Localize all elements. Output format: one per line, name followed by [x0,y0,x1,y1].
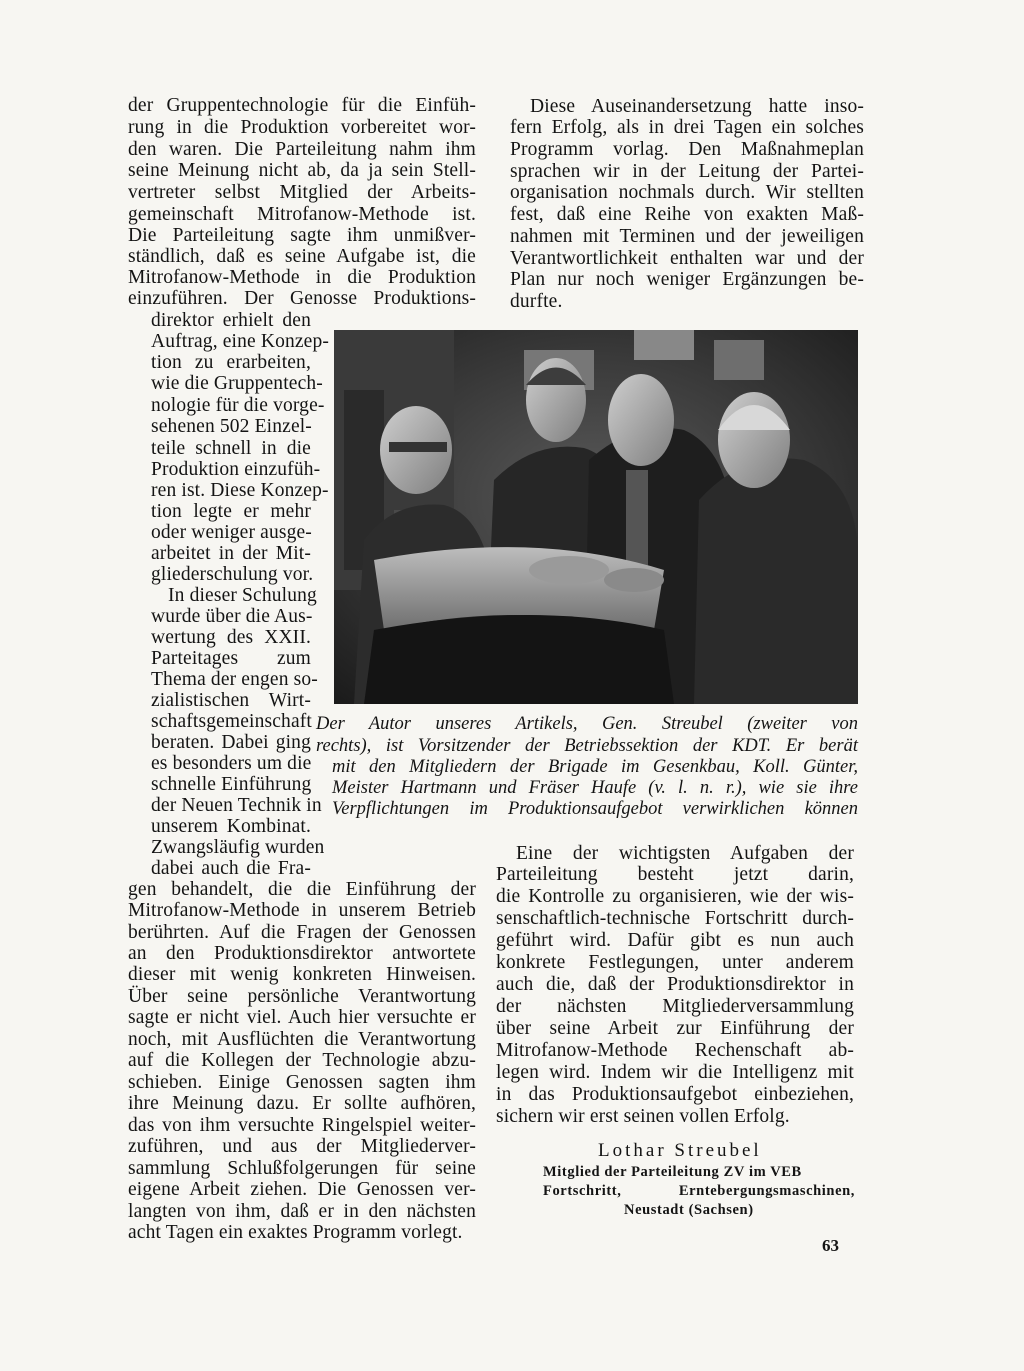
text-line: Produktion einzufüh- [151,459,321,480]
text-line: es besonders um die [151,753,312,774]
text-line: zuführen, und aus der Mitgliederver- [128,1136,476,1157]
caption-line: Verpflichtungen im Produktionsaufgebot verwirklichen können [332,799,858,819]
text-line: direktor erhielt den [151,310,311,331]
text-line: schieben. Einige Genossen sagten ihm [128,1072,476,1093]
text-line: gliederschulung vor. [151,564,314,585]
text-line: durfte. [510,291,563,312]
text-line: Eine der wichtigsten Aufgaben der [516,843,854,864]
text-line: beraten. Dabei ging [151,732,311,753]
text-line: der Neuen Technik in [151,795,322,816]
text-line: dabei auch die Fra- [151,858,311,879]
text-line: über seine Arbeit zur Einführung der [496,1018,854,1039]
text-line: fest, daß eine Reihe von exakten Maß- [510,204,864,225]
text-line: auch die, daß der Produktionsdirektor in [496,974,854,995]
text-line: Die Parteileitung sagte ihm unmißver- [128,225,476,246]
text-line: acht Tagen ein exaktes Programm vorlegt. [128,1222,463,1243]
caption-line: Der Autor unseres Artikels, Gen. Streubel (zweiter von [316,714,858,734]
text-line: arbeitet in der Mit- [151,543,311,564]
text-line: nahmen mit Terminen und der jeweiligen [510,226,864,247]
text-line: wurde über die Aus- [151,606,313,627]
text-line: Mitrofanow-Methode in die Produktion [128,267,476,288]
text-line: sprachen wir in der Leitung der Partei- [510,161,864,182]
text-line: fern Erfolg, als in drei Tagen ein solches [510,117,864,138]
text-line: geführt wird. Dafür gibt es nun auch [496,930,854,951]
text-line: gemeinschaft Mitrofanow-Methode ist. [128,204,476,225]
text-line: tion zu erarbeiten, [151,352,311,373]
page-number: 63 [822,1236,839,1255]
text-line: die Kontrolle zu organisieren, wie der wis- [496,886,854,907]
text-line: wertung des XXII. [151,627,311,648]
text-line: schnelle Einführung [151,774,312,795]
text-line: rung in die Produktion vorbereitet wor- [128,117,476,138]
text-line: der nächsten Mitgliederversammlung [496,996,854,1017]
text-line: langten von ihm, daß er in den nächsten [128,1201,476,1222]
text-line: ren ist. Diese Konzep- [151,480,329,501]
text-line: Verantwortlichkeit enthalten war und der [510,248,864,269]
text-line: noch, mit Ausflüchten die Verantwortung [128,1029,476,1050]
text-line: senschaftlich-technische Fortschritt durch- [496,908,854,929]
author-affiliation-line: Neustadt (Sachsen) [624,1202,754,1218]
text-line: gen behandelt, die die Einführung der [128,879,476,900]
text-line: der Gruppentechnologie für die Einfüh- [128,95,476,116]
text-line: organisation nochmals durch. Wir stellten [510,182,864,203]
text-line: Thema der engen so- [151,669,318,690]
caption-line: mit den Mitgliedern der Brigade im Gesenkbau, Koll. Günter, [332,757,858,777]
text-line: oder weniger ausge- [151,522,312,543]
text-line: zialistischen Wirt- [151,690,311,711]
text-line: Mitrofanow-Methode Rechenschaft ab- [496,1040,854,1061]
text-line: Parteitages zum [151,648,311,669]
text-line: dieser mit wenig konkreten Hinweisen. [128,964,476,985]
text-line: Plan nur noch weniger Ergänzungen be- [510,269,864,290]
text-line: berührten. Auf die Fragen der Genossen [128,922,476,943]
text-line: teile schnell in die [151,438,311,459]
text-line: konkrete Festlegungen, unter anderem [496,952,854,973]
text-line: in das Produktionsaufgebot einbeziehen, [496,1084,854,1105]
text-line: Programm vorlag. Den Maßnahmeplan [510,139,864,160]
text-line: sammlung Schlußfolgerungen für seine [128,1158,476,1179]
caption-line: Meister Hartmann und Fräser Haufe (v. l. n. r.), wie sie ihre [332,778,858,798]
text-line: ihre Meinung dazu. Er sollte aufhören, [128,1093,476,1114]
author-name: Lothar Streubel [598,1140,762,1161]
text-line: ständlich, daß es seine Aufgabe ist, die [128,246,476,267]
text-line: auf die Kollegen der Technologie abzu- [128,1050,476,1071]
article-photo [334,330,858,704]
text-line: Mitrofanow-Methode in unserem Betrieb [128,900,476,921]
caption-line: rechts), ist Vorsitzender der Betriebssektion der KDT. Er berät [316,736,858,756]
text-line: Über seine persönliche Verantwortung [128,986,476,1007]
author-affiliation-line: Mitglied der Parteileitung ZV im VEB [543,1164,802,1180]
text-line: wie die Gruppentech- [151,373,323,394]
text-line: legen wird. Indem wir die Intelligenz mit [496,1062,854,1083]
text-line: einzuführen. Der Genosse Produktions- [128,288,476,309]
text-line: tion legte er mehr [151,501,311,522]
text-line: nologie für die vorge- [151,395,325,416]
text-line: das von ihm versuchte Ringelspiel weiter- [128,1115,476,1136]
text-line: schaftsgemeinschaft [151,711,312,732]
text-line: Diese Auseinandersetzung hatte inso- [530,96,864,117]
text-line: Zwangsläufig wurden [151,837,325,858]
author-affiliation-line: Fortschritt, Erntebergungsmaschinen, [543,1183,855,1199]
text-line: Auftrag, eine Konzep- [151,331,330,352]
text-line: sagte er nicht viel. Auch hier versuchte er [128,1007,476,1028]
text-line: eigene Arbeit ziehen. Die Genossen ver- [128,1179,476,1200]
text-line: unserem Kombinat. [151,816,311,837]
text-line: sichern wir erst seinen vollen Erfolg. [496,1106,790,1127]
text-line: seine Meinung nicht ab, da ja sein Stell- [128,160,476,181]
text-line: sehenen 502 Einzel- [151,416,312,437]
text-line: den waren. Die Parteileitung nahm ihm [128,139,476,160]
text-line: an den Produktionsdirektor antwortete [128,943,476,964]
text-line: Parteileitung besteht jetzt darin, [496,864,854,885]
text-line: vertreter selbst Mitglied der Arbeits- [128,182,476,203]
text-line: In dieser Schulung [168,585,317,606]
